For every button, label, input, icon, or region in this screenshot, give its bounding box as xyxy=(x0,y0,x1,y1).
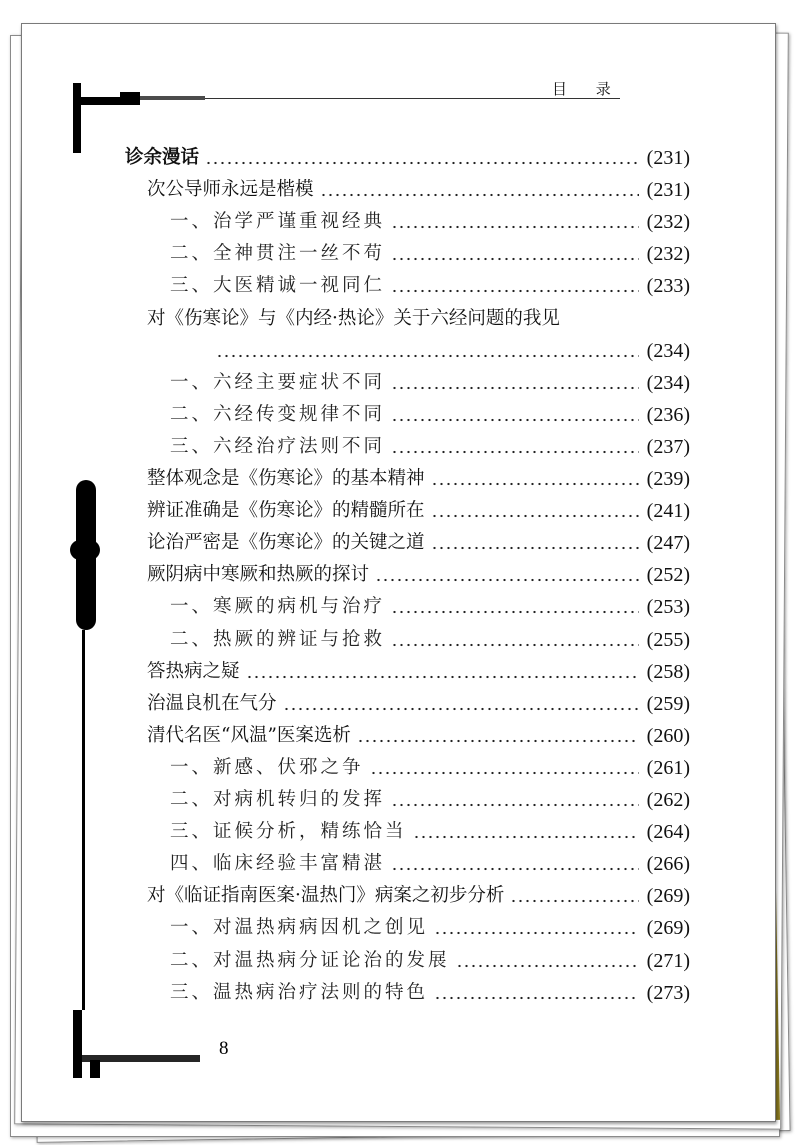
toc-entry[interactable] xyxy=(170,819,690,845)
dot-leader xyxy=(391,851,639,877)
toc-entry-page: (231) xyxy=(646,179,690,202)
toc-entry[interactable] xyxy=(170,627,690,653)
toc-entry[interactable] xyxy=(147,306,560,332)
toc-entry[interactable] xyxy=(170,273,690,299)
toc-entry[interactable] xyxy=(147,691,690,717)
toc-entry-page: (260) xyxy=(646,724,690,747)
dot-leader xyxy=(434,980,639,1006)
dot-leader xyxy=(391,241,639,267)
toc-entry[interactable] xyxy=(147,530,690,556)
dot-leader xyxy=(391,627,639,653)
toc-entry-title: 一、寒厥的病机与治疗 xyxy=(170,596,386,618)
dot-leader xyxy=(413,819,639,845)
toc-entry[interactable] xyxy=(170,948,690,974)
toc-entry-page: (264) xyxy=(646,821,690,844)
toc-entry-title: 论治严密是《伤寒论》的关键之道 xyxy=(147,532,425,554)
toc-entry[interactable] xyxy=(170,241,690,267)
toc-entry[interactable] xyxy=(147,466,690,492)
toc-entry[interactable] xyxy=(170,402,690,428)
dot-leader xyxy=(320,177,639,203)
toc-entry[interactable] xyxy=(147,659,690,685)
dot-leader xyxy=(391,402,639,428)
toc-entry-title: 清代名医“风温”医案选析 xyxy=(147,724,351,746)
toc-entry-page: (232) xyxy=(646,243,690,266)
toc-entry-page: (266) xyxy=(646,853,690,876)
toc-entry-title: 二、热厥的辨证与抢救 xyxy=(170,628,386,650)
toc-entry[interactable] xyxy=(170,755,690,781)
dot-leader xyxy=(510,883,638,909)
toc-entry-title: 二、对温热病分证论治的发展 xyxy=(170,949,450,971)
toc-entry-page: (258) xyxy=(646,660,690,683)
toc-entry-title: 诊余漫话 xyxy=(125,147,200,168)
toc-entry-page: (269) xyxy=(646,885,690,908)
toc-entry-title: 一、新感、伏邪之争 xyxy=(170,756,364,778)
dot-leader xyxy=(391,370,639,396)
dot-leader xyxy=(431,466,639,492)
toc-entry-page: (261) xyxy=(646,756,690,779)
toc-entry-page: (232) xyxy=(646,211,690,234)
toc-entry[interactable] xyxy=(170,915,690,941)
toc-entry-page: (234) xyxy=(646,371,690,394)
toc-entry-page: (253) xyxy=(646,596,690,619)
dot-leader xyxy=(391,787,639,813)
toc-entry-page: (236) xyxy=(646,403,690,426)
dot-leader xyxy=(246,659,639,685)
toc-entry-page: (259) xyxy=(646,692,690,715)
dot-leader xyxy=(456,948,639,974)
toc-entry-page: (255) xyxy=(646,628,690,651)
toc-entry-title: 对《伤寒论》与《内经·热论》关于六经问题的我见 xyxy=(147,307,560,329)
toc-entry[interactable] xyxy=(147,562,690,588)
toc-entry-page: (233) xyxy=(646,275,690,298)
toc-entry-page: (271) xyxy=(646,949,690,972)
toc-entry-title: 三、温热病治疗法则的特色 xyxy=(170,981,429,1003)
toc-entry-title: 二、六经传变规律不同 xyxy=(170,403,386,425)
toc-entry[interactable] xyxy=(170,851,690,877)
toc-entry-page: (269) xyxy=(646,917,690,940)
toc-entry-page: (262) xyxy=(646,789,690,811)
toc-entry[interactable] xyxy=(125,145,690,171)
toc-entry[interactable] xyxy=(170,370,690,396)
dot-leader xyxy=(283,691,639,717)
dot-leader xyxy=(391,209,639,235)
toc-entry[interactable] xyxy=(170,594,690,620)
toc-entry[interactable] xyxy=(147,723,690,749)
toc-entry-title: 三、六经治疗法则不同 xyxy=(170,435,386,457)
toc-entry-title: 对《临证指南医案·温热门》病案之初步分析 xyxy=(147,885,505,907)
toc-entry-page: (241) xyxy=(646,500,690,523)
toc-entry-page: (234) xyxy=(646,339,690,362)
dot-leader xyxy=(434,915,639,941)
toc-entry-title: 二、对病机转归的发挥 xyxy=(170,789,386,810)
toc-entry[interactable] xyxy=(170,209,690,235)
dot-leader xyxy=(391,594,639,620)
toc-entry-title: 四、临床经验丰富精湛 xyxy=(170,853,386,875)
dot-leader xyxy=(205,145,639,171)
dot-leader xyxy=(431,530,639,556)
toc-entry-title: 厥阴病中寒厥和热厥的探讨 xyxy=(147,564,370,586)
toc-entry-page: (273) xyxy=(646,981,690,1004)
toc-entry[interactable] xyxy=(170,980,690,1006)
toc-entry-page: (247) xyxy=(646,532,690,555)
toc-entry-title: 三、证候分析，精练恰当 xyxy=(170,821,407,843)
toc-entry-title: 答热病之疑 xyxy=(147,660,240,682)
toc-entry[interactable] xyxy=(147,498,690,524)
toc-entry-page: (239) xyxy=(646,468,690,490)
toc-entry-title: 一、六经主要症状不同 xyxy=(170,371,386,393)
toc-entry-page: (237) xyxy=(646,435,690,458)
toc-entry[interactable] xyxy=(170,787,690,813)
dot-leader xyxy=(216,338,639,364)
dot-leader xyxy=(357,723,639,749)
toc-entry-title: 三、大医精诚一视同仁 xyxy=(170,275,386,297)
toc-entry-title: 整体观念是《伤寒论》的基本精神 xyxy=(147,468,425,489)
toc-entry-page: (252) xyxy=(646,564,690,587)
toc-entry-title: 辨证准确是《伤寒论》的精髓所在 xyxy=(147,500,425,522)
toc-entry-title: 二、全神贯注一丝不苟 xyxy=(170,243,386,265)
toc-entry[interactable] xyxy=(147,883,690,909)
toc-entry-title: 一、治学严谨重视经典 xyxy=(170,211,386,233)
toc-entry-title: 一、对温热病病因机之创见 xyxy=(170,917,429,939)
toc-entry[interactable] xyxy=(170,434,690,460)
toc-entry[interactable] xyxy=(147,177,690,203)
dot-leader xyxy=(431,498,639,524)
page-number: 8 xyxy=(219,1038,229,1059)
header-title: 目 录 xyxy=(552,80,623,98)
toc-entry-title: 治温良机在气分 xyxy=(147,692,277,714)
toc-entry-page: (231) xyxy=(646,147,690,169)
dot-leader xyxy=(391,434,639,460)
dot-leader xyxy=(375,562,639,588)
toc-entry[interactable] xyxy=(216,338,690,364)
dot-leader xyxy=(391,273,639,299)
toc-entry-title: 次公导师永远是楷模 xyxy=(147,179,314,201)
dot-leader xyxy=(370,755,639,781)
